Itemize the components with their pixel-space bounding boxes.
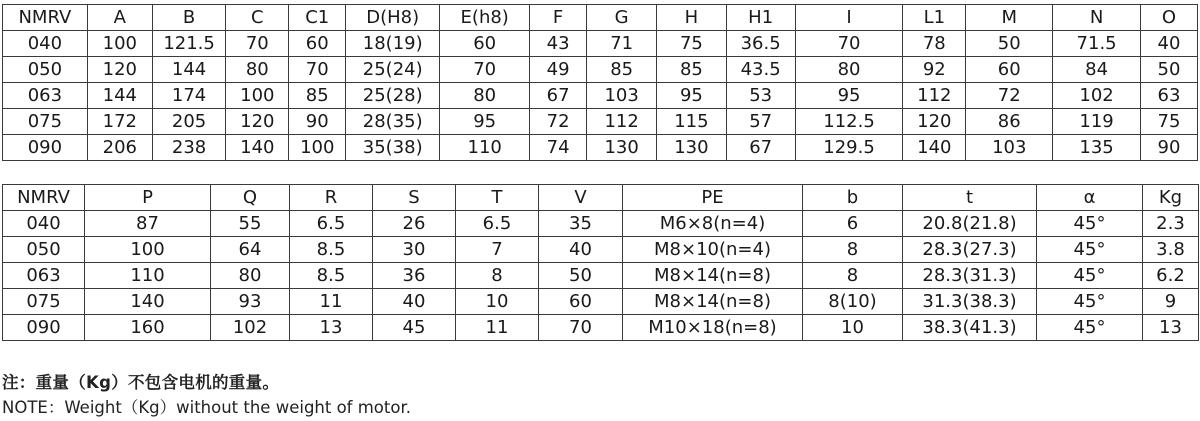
table-cell: 50 (539, 263, 623, 289)
table-cell: 11 (290, 289, 373, 315)
column-header: NMRV (3, 185, 85, 211)
table-cell: 112 (587, 109, 657, 135)
table-cell: 174 (152, 83, 225, 109)
table-cell: 112.5 (795, 109, 903, 135)
table-cell: 063 (3, 83, 88, 109)
table-cell: 205 (152, 109, 225, 135)
table-cell: 70 (226, 31, 289, 57)
table-cell: 57 (726, 109, 795, 135)
table-cell: 13 (290, 315, 373, 341)
table-cell: 129.5 (795, 135, 903, 161)
table-cell: 050 (3, 237, 85, 263)
table-cell: 100 (226, 83, 289, 109)
column-header: t (903, 185, 1037, 211)
table-cell: 60 (289, 31, 346, 57)
table-cell: 50 (1141, 57, 1198, 83)
column-header: I (795, 5, 903, 31)
table-cell: 40 (539, 237, 623, 263)
table-cell: 38.3(41.3) (903, 315, 1037, 341)
table-cell: 78 (903, 31, 966, 57)
table-cell: 87 (85, 211, 211, 237)
table-cell: 84 (1053, 57, 1141, 83)
table-cell: 74 (530, 135, 587, 161)
table-cell: 85 (587, 57, 657, 83)
column-header: NMRV (3, 5, 88, 31)
column-header: b (803, 185, 903, 211)
column-header: T (456, 185, 539, 211)
table-cell: 3.8 (1143, 237, 1199, 263)
table-row (3, 31, 1198, 57)
table-cell: 28.3(31.3) (903, 263, 1037, 289)
table-cell: 206 (87, 135, 152, 161)
table-cell: 80 (226, 57, 289, 83)
table-cell: 20.8(21.8) (903, 211, 1037, 237)
table-cell: 238 (152, 135, 225, 161)
table-cell: 45° (1037, 289, 1143, 315)
table-cell: 120 (903, 109, 966, 135)
table-cell: 92 (903, 57, 966, 83)
table-cell: 10 (456, 289, 539, 315)
table-cell: 90 (289, 109, 346, 135)
table-cell: 49 (530, 57, 587, 83)
table-cell: 090 (3, 315, 85, 341)
table-cell: 95 (795, 83, 903, 109)
column-header: P (85, 185, 211, 211)
table-cell: 075 (3, 289, 85, 315)
table-cell: 85 (657, 57, 726, 83)
table-cell: 70 (289, 57, 346, 83)
table-cell: 040 (3, 31, 88, 57)
dimension-table-2 (2, 184, 1199, 341)
table-row (3, 263, 1199, 289)
table-cell: 53 (726, 83, 795, 109)
table-cell: 80 (795, 57, 903, 83)
table-cell: 100 (87, 31, 152, 57)
table-cell: 8.5 (290, 237, 373, 263)
table-cell: 60 (966, 57, 1053, 83)
column-header: V (539, 185, 623, 211)
table-cell: 063 (3, 263, 85, 289)
table-cell: 71 (587, 31, 657, 57)
column-header: α (1037, 185, 1143, 211)
weight-note-chinese: 注：重量（Kg）不包含电机的重量。 (2, 373, 280, 392)
table-cell: 103 (966, 135, 1053, 161)
table-cell: 6.5 (290, 211, 373, 237)
table-cell: 110 (85, 263, 211, 289)
table-cell: M6×8(n=4) (623, 211, 803, 237)
column-header: R (290, 185, 373, 211)
table-cell: 28.3(27.3) (903, 237, 1037, 263)
column-header: L1 (903, 5, 966, 31)
table-header-row (3, 5, 1198, 31)
table-row (3, 289, 1199, 315)
table-cell: 13 (1143, 315, 1199, 341)
table-cell: 64 (211, 237, 290, 263)
table-cell: M8×10(n=4) (623, 237, 803, 263)
table-cell: 103 (587, 83, 657, 109)
table-cell: 72 (530, 109, 587, 135)
table-cell: 110 (440, 135, 530, 161)
table-cell: 8 (803, 237, 903, 263)
table-cell: 40 (1141, 31, 1198, 57)
table-cell: 140 (903, 135, 966, 161)
table-cell: 40 (373, 289, 456, 315)
table-row (3, 57, 1198, 83)
column-header: H (657, 5, 726, 31)
table-cell: 70 (539, 315, 623, 341)
column-header: F (530, 5, 587, 31)
table-cell: 119 (1053, 109, 1141, 135)
table-row (3, 237, 1199, 263)
table-cell: 11 (456, 315, 539, 341)
column-header: M (966, 5, 1053, 31)
column-header: Kg (1143, 185, 1199, 211)
column-header: A (87, 5, 152, 31)
table-cell: 80 (440, 83, 530, 109)
table-cell: 100 (85, 237, 211, 263)
table-cell: 112 (903, 83, 966, 109)
table-cell: 30 (373, 237, 456, 263)
table-cell: 60 (440, 31, 530, 57)
table-cell: 121.5 (152, 31, 225, 57)
table-cell: 140 (85, 289, 211, 315)
table-cell: 80 (211, 263, 290, 289)
table-cell: 28(35) (346, 109, 440, 135)
table-cell: 8 (803, 263, 903, 289)
table-cell: 144 (152, 57, 225, 83)
table-cell: 144 (87, 83, 152, 109)
table-cell: 25(24) (346, 57, 440, 83)
column-header: D(H8) (346, 5, 440, 31)
table-cell: 25(28) (346, 83, 440, 109)
table-cell: 45 (373, 315, 456, 341)
table-cell: 050 (3, 57, 88, 83)
table-cell: 102 (211, 315, 290, 341)
table-cell: 6.5 (456, 211, 539, 237)
table-cell: 130 (587, 135, 657, 161)
table-cell: 8 (456, 263, 539, 289)
table-cell: M10×18(n=8) (623, 315, 803, 341)
table-cell: 43.5 (726, 57, 795, 83)
table-cell: 50 (966, 31, 1053, 57)
table-cell: 75 (1141, 109, 1198, 135)
table-cell: 63 (1141, 83, 1198, 109)
table-cell: 35(38) (346, 135, 440, 161)
table-cell: 26 (373, 211, 456, 237)
table-cell: 70 (795, 31, 903, 57)
table-cell: 45° (1037, 211, 1143, 237)
table-row (3, 109, 1198, 135)
dimension-table-1 (2, 4, 1198, 161)
table-cell: 120 (226, 109, 289, 135)
table-header-row (3, 185, 1199, 211)
table-cell: 115 (657, 109, 726, 135)
table-cell: 040 (3, 211, 85, 237)
table-cell: 90 (1141, 135, 1198, 161)
table-cell: 45° (1037, 237, 1143, 263)
table-cell: 72 (966, 83, 1053, 109)
table-cell: 8(10) (803, 289, 903, 315)
weight-note-english: NOTE：Weight（Kg）without the weight of motor. (2, 398, 411, 417)
table-cell: 140 (226, 135, 289, 161)
table-cell: 100 (289, 135, 346, 161)
table-cell: 36.5 (726, 31, 795, 57)
table-cell: 67 (726, 135, 795, 161)
table-cell: 35 (539, 211, 623, 237)
table-cell: 31.3(38.3) (903, 289, 1037, 315)
table-row (3, 83, 1198, 109)
table-cell: 70 (440, 57, 530, 83)
table-cell: 102 (1053, 83, 1141, 109)
table-cell: 86 (966, 109, 1053, 135)
table-cell: 160 (85, 315, 211, 341)
table-cell: 130 (657, 135, 726, 161)
column-header: S (373, 185, 456, 211)
column-header: PE (623, 185, 803, 211)
table-cell: M8×14(n=8) (623, 289, 803, 315)
table-cell: 95 (657, 83, 726, 109)
table-cell: 60 (539, 289, 623, 315)
table-cell: 43 (530, 31, 587, 57)
table-cell: 36 (373, 263, 456, 289)
table-cell: 8.5 (290, 263, 373, 289)
table-cell: 71.5 (1053, 31, 1141, 57)
column-header: O (1141, 5, 1198, 31)
table-cell: 45° (1037, 315, 1143, 341)
column-header: C (226, 5, 289, 31)
table-row (3, 135, 1198, 161)
table-cell: 9 (1143, 289, 1199, 315)
table-cell: 2.3 (1143, 211, 1199, 237)
table-cell: M8×14(n=8) (623, 263, 803, 289)
column-header: B (152, 5, 225, 31)
table-cell: 95 (440, 109, 530, 135)
column-header: Q (211, 185, 290, 211)
table-row (3, 211, 1199, 237)
table-cell: 120 (87, 57, 152, 83)
table-cell: 6.2 (1143, 263, 1199, 289)
table-row (3, 315, 1199, 341)
column-header: H1 (726, 5, 795, 31)
column-header: E(h8) (440, 5, 530, 31)
table-cell: 75 (657, 31, 726, 57)
table-cell: 67 (530, 83, 587, 109)
table-cell: 55 (211, 211, 290, 237)
table-cell: 45° (1037, 263, 1143, 289)
table-cell: 93 (211, 289, 290, 315)
table-cell: 135 (1053, 135, 1141, 161)
table-cell: 7 (456, 237, 539, 263)
table-cell: 85 (289, 83, 346, 109)
table-cell: 172 (87, 109, 152, 135)
table-cell: 10 (803, 315, 903, 341)
table-cell: 6 (803, 211, 903, 237)
table-cell: 075 (3, 109, 88, 135)
column-header: N (1053, 5, 1141, 31)
column-header: G (587, 5, 657, 31)
column-header: C1 (289, 5, 346, 31)
table-cell: 18(19) (346, 31, 440, 57)
table-cell: 090 (3, 135, 88, 161)
